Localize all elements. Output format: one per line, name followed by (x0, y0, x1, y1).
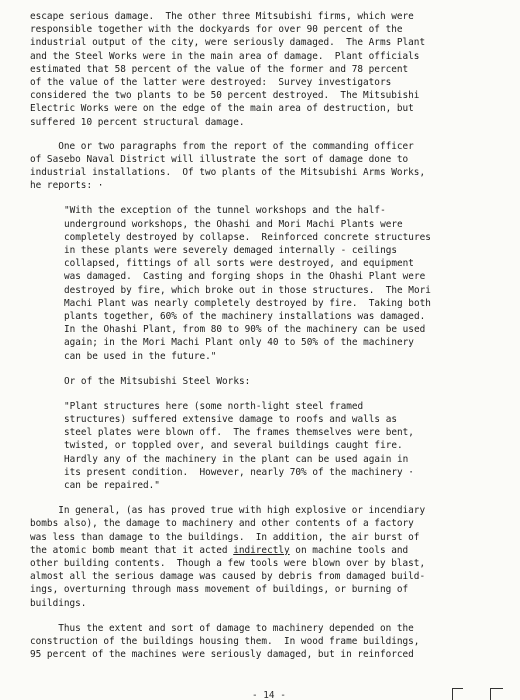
paragraph-gap (30, 610, 492, 622)
text-line: he reports: · (30, 180, 104, 192)
text-line: its present condition. However, nearly 70% of the machinery · (64, 466, 414, 478)
text-line: in these plants were severely demaged internally - ceilings (64, 245, 398, 256)
text-line: bombs also), the damage to machinery and other contents of a factory (30, 518, 414, 530)
paragraph-4 (30, 622, 492, 662)
text-line: of Sasebo Naval District will illustrate the sort of damage done to (30, 153, 409, 165)
edge-mark (490, 688, 503, 700)
underlined-word: indirectly (233, 544, 290, 556)
text-line: industrial installations. Of two plants of the Mitsubishi Arms Works, (30, 167, 426, 179)
quote-arms-works (30, 204, 492, 362)
text-line: collapsed, fittings of all sorts were destroyed, and equipment (64, 258, 414, 270)
text-line: considered the two plants to be 50 percent destroyed. The Mitsubishi (30, 90, 420, 102)
paragraph-1 (30, 10, 492, 129)
text-line: completely destroyed by collapse. Reinforced concrete structures (64, 231, 431, 243)
paragraph-gap (30, 363, 492, 375)
text-line: again; in the Mori Machi Plant only 40 to 50% of the machinery (64, 337, 414, 349)
text-line: In the Ohashi Plant, from 80 to 90% of the machinery can be used (64, 324, 426, 336)
text-segment: the atomic bomb meant that it acted (30, 544, 234, 556)
paragraph-2 (30, 140, 492, 193)
text-line: of the value of the latter were destroyed: Survey investigators (30, 76, 392, 88)
text-line: ings, overturning through mass movement of buildings, or burning of (30, 584, 409, 596)
text-line: almost all the serious damage was caused by debris from damaged build- (30, 571, 426, 583)
text-line: Thus the extent and sort of damage to machinery depended on the (30, 622, 414, 634)
text-line: "Plant structures here (some north-light steel framed (64, 400, 364, 412)
text-line: Machi Plant was nearly completely destroyed by fire. Taking both (64, 297, 431, 309)
paragraph-gap (30, 192, 492, 204)
paragraph-gap (30, 129, 492, 140)
text-line: was less than damage to the buildings. In addition, the air burst of (30, 531, 420, 543)
text-line: Or of the Mitsubishi Steel Works: (64, 375, 251, 387)
text-line: was damaged. Casting and forging shops in the Ohashi Plant were (64, 271, 426, 283)
text-line: In general, (as has proved true with high explosive or incendiary (30, 505, 426, 517)
text-line: 95 percent of the machines were seriously damaged, but in reinforced (30, 649, 414, 661)
document-body (30, 10, 492, 661)
text-line: structures) suffered extensive damage to roofs and walls as (64, 414, 398, 426)
text-line-with-emphasis (30, 544, 492, 557)
paragraph-3 (30, 504, 492, 610)
quote-steel-works (30, 400, 492, 492)
paragraph-gap (30, 492, 492, 504)
text-line: estimated that 58 percent of the value of the former and 78 percent (30, 63, 409, 75)
text-line: One or two paragraphs from the report of the commanding officer (30, 140, 414, 152)
text-line: underground workshops, the Ohashi and Mori Machi Plants were (64, 218, 403, 230)
text-line: and the Steel Works were in the main area of damage. Plant officials (30, 50, 420, 62)
page-number: - 14 - (252, 690, 286, 700)
text-line: responsible together with the dockyards for over 90 percent of the (30, 24, 403, 36)
text-line: destroyed by fire, which broke out in those structures. The Mori (64, 284, 431, 296)
text-line: twisted, or toppled over, and several buildings caught fire. (64, 440, 403, 452)
text-line: can be used in the future." (64, 350, 217, 362)
text-line: "With the exception of the tunnel workshops and the half- (64, 205, 386, 217)
paragraph-gap (30, 388, 492, 400)
text-line: Electric Works were on the edge of the main area of destruction, but (30, 103, 414, 115)
text-line: Hardly any of the machinery in the plant can be used again in (64, 453, 409, 465)
text-line: construction of the buildings housing them. In wood frame buildings, (30, 635, 420, 647)
text-line: suffered 10 percent structural damage. (30, 116, 245, 128)
text-line: can be repaired." (64, 480, 160, 491)
text-line: steel plates were blown off. The frames themselves were bent, (64, 427, 414, 439)
text-segment: on machine tools and (289, 544, 409, 556)
text-line: other building contents. Though a few tools were blown over by blast, (30, 557, 426, 569)
edge-mark (452, 688, 463, 700)
steel-works-intro (30, 375, 492, 388)
text-line: plants together, 60% of the machinery installations was damaged. (64, 310, 426, 322)
text-line: industrial output of the city, were seriously damaged. The Arms Plant (30, 37, 426, 49)
text-line: escape serious damage. The other three Mitsubishi firms, which were (30, 11, 414, 22)
text-line: buildings. (30, 597, 87, 609)
